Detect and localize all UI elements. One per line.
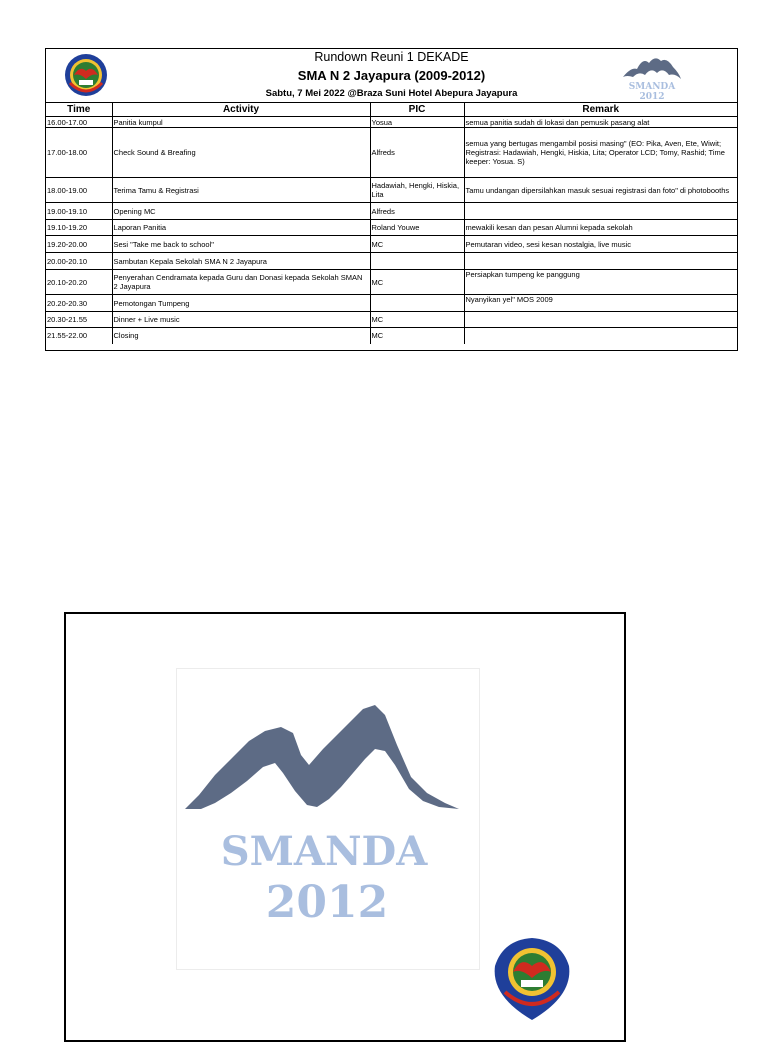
cell-time: 20.30-21.55	[46, 312, 112, 328]
smanda-logo-small-year: 2012	[639, 92, 665, 101]
cell-pic	[370, 253, 464, 270]
table-row	[46, 203, 737, 220]
table-row	[46, 236, 737, 253]
cell-pic: Alfreds	[370, 203, 464, 220]
cell-activity: Pemotongan Tumpeng	[112, 295, 370, 312]
event-subtitle: Sabtu, 7 Mei 2022 @Braza Suni Hotel Abepura Jayapura	[265, 88, 518, 99]
cell-time: 19.00-19.10	[46, 203, 112, 220]
cell-activity: Terima Tamu & Registrasi	[112, 178, 370, 203]
cell-time: 20.00-20.10	[46, 253, 112, 270]
school-emblem-large-icon	[491, 936, 573, 1022]
cell-time: 17.00-18.00	[46, 128, 112, 178]
cell-remark: Pemutaran video, sesi kesan nostalgia, live music	[464, 236, 737, 253]
cell-activity: Laporan Panitia	[112, 220, 370, 236]
cell-time: 19.20-20.00	[46, 236, 112, 253]
cell-remark	[464, 312, 737, 328]
cell-remark	[464, 253, 737, 270]
cell-remark	[464, 328, 737, 344]
smanda-logo-year: 2012	[265, 877, 389, 928]
smanda-logo-small-name: SMANDA	[628, 82, 676, 92]
cell-remark	[464, 203, 737, 220]
table-header-row	[46, 103, 737, 117]
table-row	[46, 328, 737, 344]
cell-time: 19.10-19.20	[46, 220, 112, 236]
cell-pic: Roland Youwe	[370, 220, 464, 236]
cell-remark: mewakili kesan dan pesan Alumni kepada sekolah	[464, 220, 737, 236]
cell-activity: Panitia kumpul	[112, 117, 370, 128]
cell-activity: Opening MC	[112, 203, 370, 220]
cell-remark: semua panitia sudah di lokasi dan pemusik pasang alat	[464, 117, 737, 128]
smanda-2012-logo	[176, 668, 480, 970]
cell-activity: Dinner + Live music	[112, 312, 370, 328]
cell-time: 16.00-17.00	[46, 117, 112, 128]
title-line-2: SMA N 2 Jayapura (2009-2012)	[297, 68, 486, 83]
cell-pic: Hadawiah, Hengki, Hiskia, Lita	[370, 178, 464, 203]
table-row	[46, 178, 737, 203]
table-row	[46, 128, 737, 178]
rundown-table	[46, 103, 737, 344]
cell-pic: Alfreds	[370, 128, 464, 178]
col-header-remark: Remark	[464, 103, 737, 117]
col-header-pic: PIC	[370, 103, 464, 117]
cell-time: 21.55-22.00	[46, 328, 112, 344]
cell-remark: semua yang bertugas mengambil posisi masing" (EO: Pika, Aven, Ete, Wiwit; Registrasi: Hadawiah, Hengki, Hiskia, Lita; Operator LCD; Tomy, Rashid; Time keeper: Yosua. S)	[464, 128, 737, 178]
smanda-logo-name: SMANDA	[220, 828, 428, 875]
table-row	[46, 312, 737, 328]
cell-time: 20.20-20.30	[46, 295, 112, 312]
cell-remark: Persiapkan tumpeng ke panggung	[464, 270, 737, 295]
smanda-logo-small	[621, 53, 683, 101]
cell-activity: Check Sound & Breafing	[112, 128, 370, 178]
cell-pic: Yosua	[370, 117, 464, 128]
cell-activity: Sambutan Kepala Sekolah SMA N 2 Jayapura	[112, 253, 370, 270]
cell-pic	[370, 295, 464, 312]
cell-remark: Tamu undangan dipersilahkan masuk sesuai registrasi dan foto" di photobooths	[464, 178, 737, 203]
table-row	[46, 295, 737, 312]
cell-remark: Nyanyikan yel" MOS 2009	[464, 295, 737, 312]
table-row	[46, 220, 737, 236]
cell-pic: MC	[370, 328, 464, 344]
cell-time: 18.00-19.00	[46, 178, 112, 203]
rundown-sheet	[45, 48, 738, 351]
table-row	[46, 253, 737, 270]
cell-pic: MC	[370, 312, 464, 328]
table-row	[46, 117, 737, 128]
cell-time: 20.10-20.20	[46, 270, 112, 295]
title-line-1: Rundown Reuni 1 DEKADE	[314, 50, 469, 64]
mountain-icon	[185, 705, 459, 809]
cell-activity: Sesi "Take me back to school"	[112, 236, 370, 253]
rundown-header	[46, 49, 737, 103]
cell-pic: MC	[370, 270, 464, 295]
logo-frame	[64, 612, 626, 1042]
cell-activity: Penyerahan Cendramata kepada Guru dan Donasi kepada Sekolah SMAN 2 Jayapura	[112, 270, 370, 295]
col-header-activity: Activity	[112, 103, 370, 117]
cell-pic: MC	[370, 236, 464, 253]
table-row	[46, 270, 737, 295]
cell-activity: Closing	[112, 328, 370, 344]
col-header-time: Time	[46, 103, 112, 117]
